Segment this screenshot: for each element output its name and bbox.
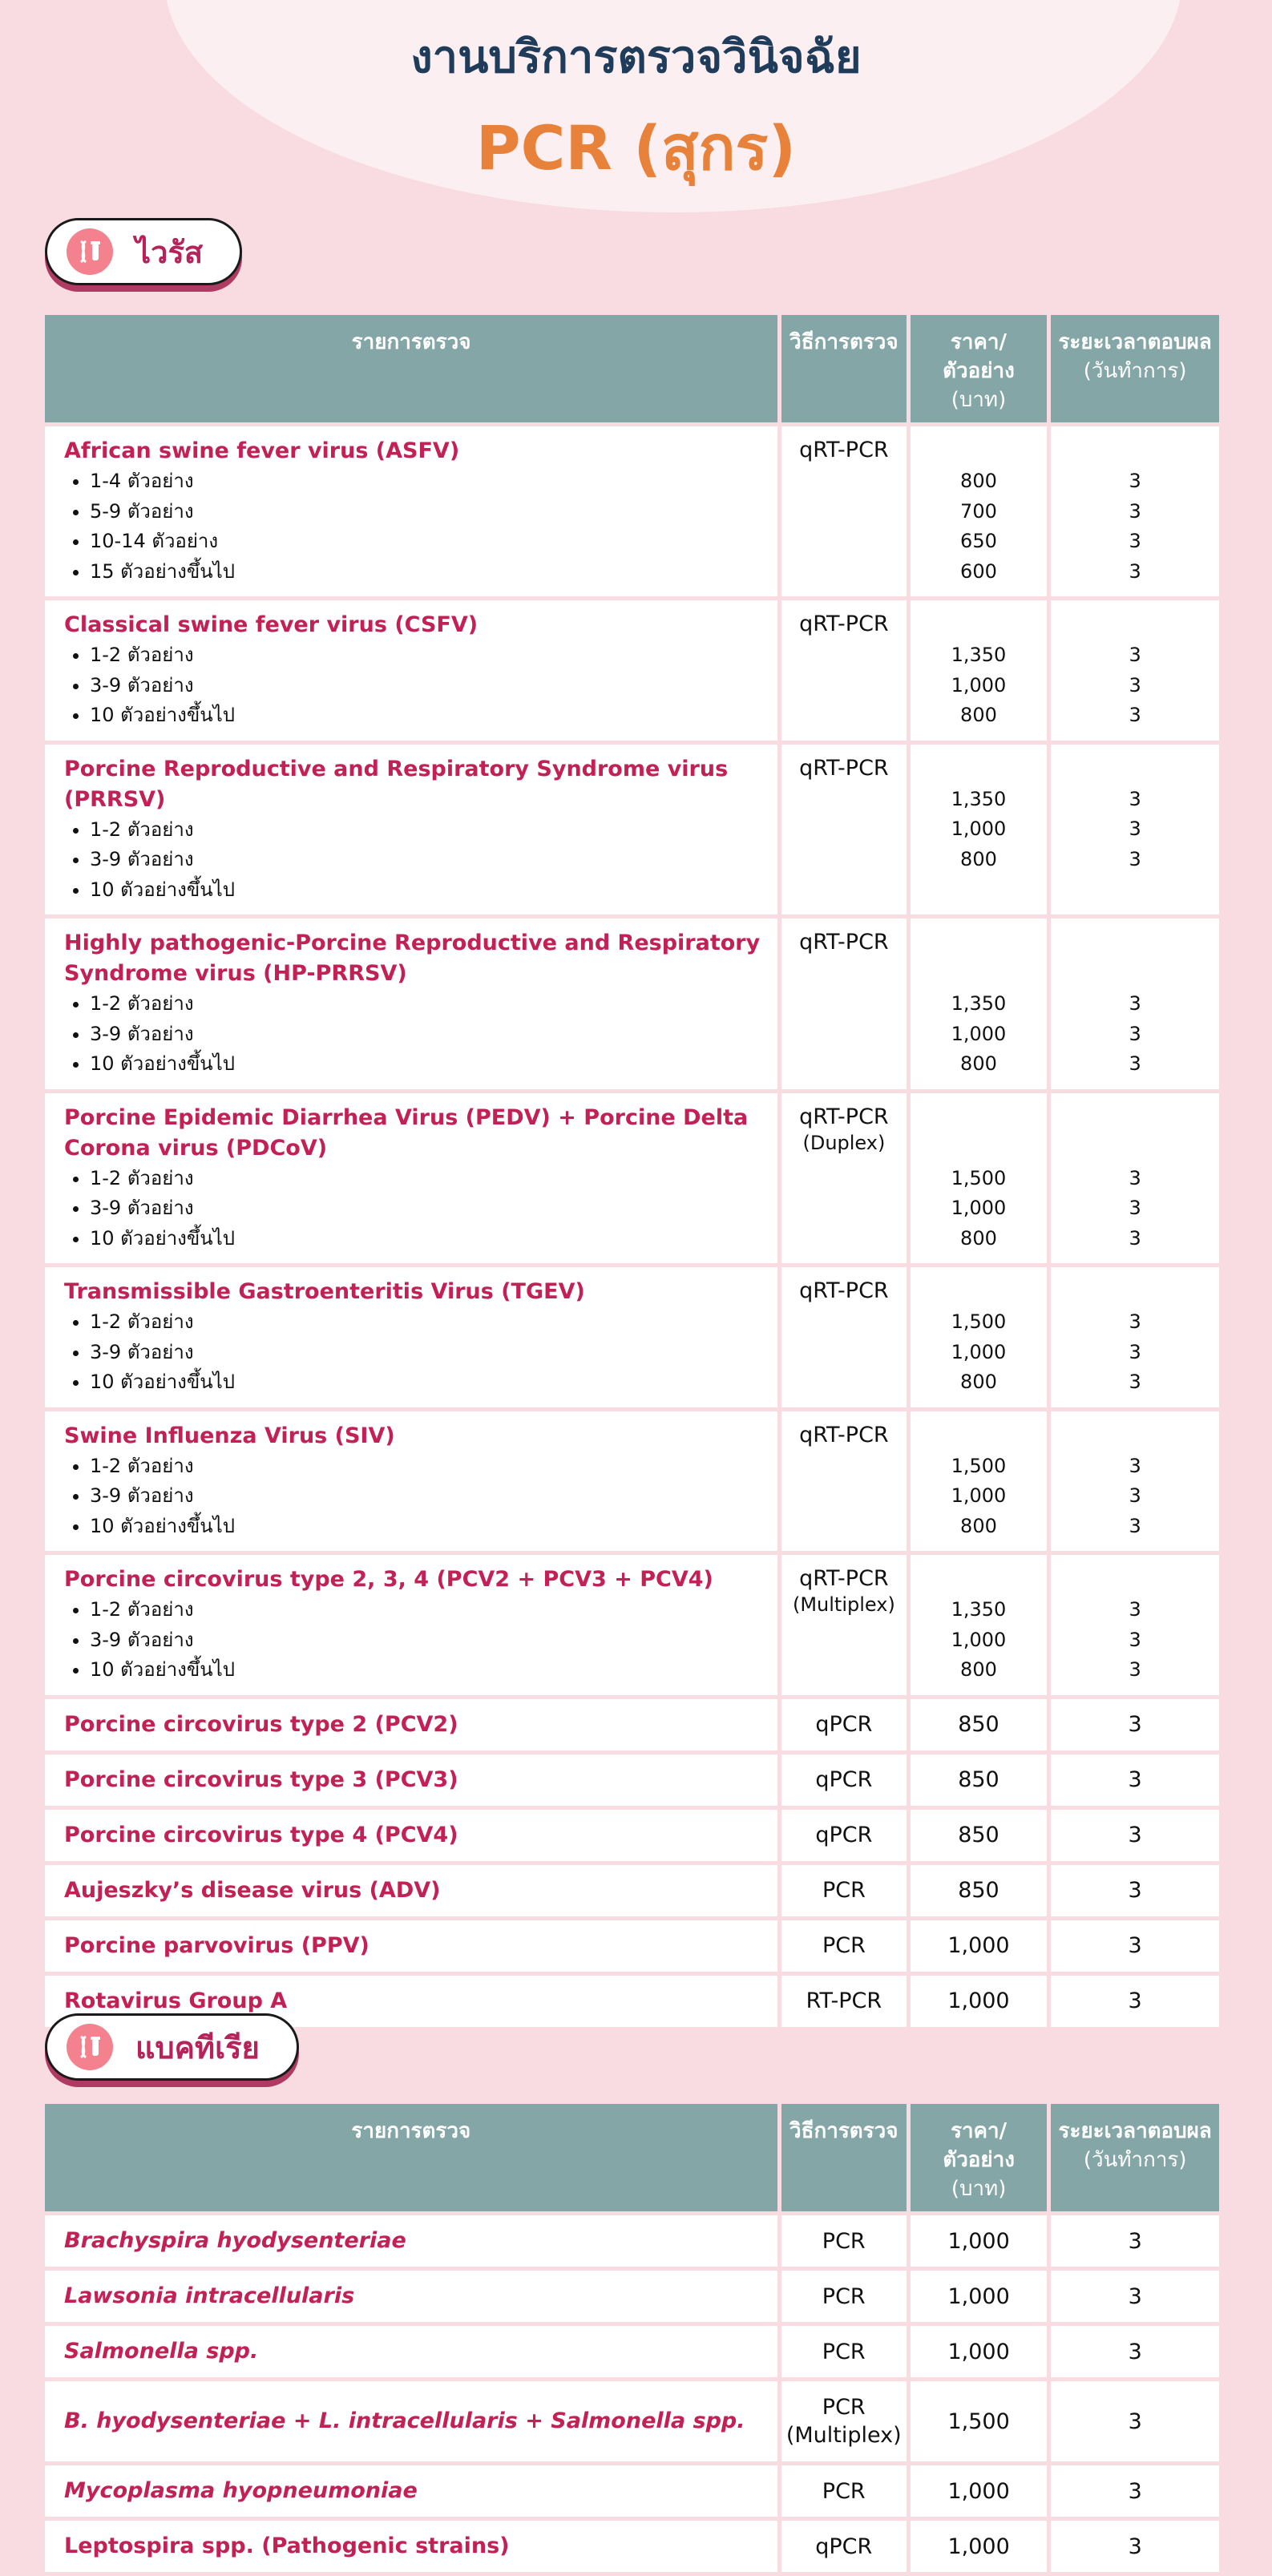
item-name: Porcine circovirus type 3 (PCV3) — [64, 1766, 458, 1792]
item-cell — [45, 1865, 777, 1916]
table-row — [45, 1865, 1219, 1916]
item-name: African swine fever virus (ASFV) — [64, 438, 460, 463]
section-tag-virus — [45, 218, 242, 285]
method-text: qRT-PCR — [799, 930, 889, 955]
method-cell: qPCR — [781, 1699, 907, 1750]
price-cell: 1,000 — [911, 2521, 1047, 2572]
duration-value: 3 — [1129, 559, 1141, 583]
price-cell: 1,000 — [911, 2326, 1047, 2377]
item-name: Transmissible Gastroenteritis Virus (TGEV) — [64, 1279, 585, 1304]
duration-cell — [1051, 919, 1219, 1089]
table-row — [45, 1920, 1219, 1972]
tier-label: • 1-2 ตัวอย่าง — [90, 1164, 761, 1194]
item-name: Classical swine fever virus (CSFV) — [64, 612, 479, 637]
tier-label: • 3-9 ตัวอย่าง — [90, 845, 761, 875]
item-name: Highly pathogenic-Porcine Reproductive and Respiratory Syndrome virus (HP-PRRSV) — [64, 931, 761, 986]
price-value: 700 — [960, 499, 997, 523]
method-text: qRT-PCR — [799, 1422, 889, 1447]
price-value: 1,350 — [951, 787, 1007, 810]
price-cell — [911, 1267, 1048, 1407]
table-row — [45, 919, 1219, 1089]
table-row — [45, 1754, 1219, 1806]
price-cell: 850 — [911, 1810, 1048, 1861]
price-value: 1,000 — [951, 1484, 1007, 1507]
item-cell — [45, 1411, 777, 1552]
table-row — [45, 1093, 1219, 1264]
price-cell: 1,000 — [911, 1920, 1048, 1972]
method-cell — [781, 919, 907, 1089]
duration-cell: 3 — [1051, 2215, 1219, 2267]
method-cell — [781, 1411, 907, 1552]
price-cell — [911, 919, 1048, 1089]
duration-value: 3 — [1129, 1658, 1141, 1681]
method-subtext: (Multiplex) — [785, 2423, 902, 2448]
duration-value: 3 — [1129, 1484, 1141, 1507]
item-cell — [45, 1093, 777, 1264]
duration-cell: 3 — [1051, 1920, 1219, 1972]
item-name: Porcine circovirus type 2 (PCV2) — [64, 1711, 458, 1737]
col-header-method: วิธีการตรวจ — [781, 2104, 907, 2211]
table-header-row — [45, 315, 1219, 422]
table-row — [45, 2215, 1219, 2267]
section-tag-bacteria — [45, 2013, 299, 2081]
duration-value: 3 — [1129, 1371, 1141, 1393]
item-name: Lawsonia intracellularis — [64, 2283, 355, 2308]
item-name: Brachyspira hyodysenteriae — [64, 2228, 406, 2253]
tier-list — [64, 989, 761, 1080]
item-cell — [45, 1920, 777, 1972]
item-name: Porcine circovirus type 4 (PCV4) — [64, 1822, 458, 1847]
table-row — [45, 745, 1219, 915]
table-row — [45, 1555, 1219, 1695]
item-cell — [45, 600, 777, 741]
duration-value: 3 — [1129, 673, 1141, 696]
method-cell — [781, 2381, 907, 2461]
price-cell: 1,000 — [911, 1976, 1048, 2027]
method-cell: qPCR — [781, 1754, 907, 1806]
duration-value: 3 — [1129, 1598, 1141, 1621]
duration-value: 3 — [1129, 1310, 1141, 1333]
table-row — [45, 2381, 1219, 2461]
tier-label: • 10 ตัวอย่างขึ้นไป — [90, 1367, 761, 1398]
price-value: 1,000 — [951, 1628, 1007, 1651]
table-row — [45, 1810, 1219, 1861]
item-cell — [45, 2381, 777, 2461]
method-cell — [781, 2271, 907, 2322]
price-cell: 1,000 — [911, 2271, 1047, 2322]
dna-vial-icon — [67, 2024, 113, 2070]
price-value: 1,000 — [951, 818, 1007, 840]
method-cell — [781, 2521, 907, 2572]
duration-value: 3 — [1129, 847, 1141, 870]
duration-value: 3 — [1129, 704, 1141, 726]
table-row — [45, 1267, 1219, 1407]
tier-label: • 3-9 ตัวอย่าง — [90, 671, 761, 701]
item-cell — [45, 1754, 777, 1806]
price-cell: 850 — [911, 1699, 1048, 1750]
method-text: qRT-PCR — [799, 755, 889, 781]
page-title: งานบริการตรวจวินิจฉัย — [410, 31, 862, 83]
method-cell — [781, 2215, 907, 2267]
tier-list — [64, 466, 761, 587]
duration-cell: 3 — [1051, 1699, 1219, 1750]
duration-cell: 3 — [1051, 1810, 1219, 1861]
tier-label: • 1-2 ตัวอย่าง — [90, 989, 761, 1019]
item-cell — [45, 919, 777, 1089]
duration-value: 3 — [1129, 1340, 1141, 1363]
method-cell — [781, 1555, 907, 1695]
duration-cell: 3 — [1051, 2381, 1219, 2461]
item-cell — [45, 1555, 777, 1695]
tier-label: • 3-9 ตัวอย่าง — [90, 1625, 761, 1656]
method-cell: PCR — [781, 1920, 907, 1972]
duration-cell: 3 — [1051, 1865, 1219, 1916]
tier-label: • 3-9 ตัวอย่าง — [90, 1481, 761, 1512]
price-cell — [911, 1093, 1048, 1264]
price-value: 800 — [960, 1658, 997, 1681]
price-value: 600 — [960, 559, 997, 583]
tier-list — [64, 1307, 761, 1398]
duration-cell — [1051, 1411, 1219, 1552]
item-name: Porcine circovirus type 2, 3, 4 (PCV2 + PCV3 + PCV4) — [64, 1567, 713, 1592]
method-cell — [781, 1267, 907, 1407]
tier-label: • 1-2 ตัวอย่าง — [90, 815, 761, 846]
tier-label: • 10 ตัวอย่างขึ้นไป — [90, 875, 761, 906]
duration-cell — [1051, 426, 1219, 596]
duration-value: 3 — [1129, 1514, 1141, 1537]
method-text: qRT-PCR — [799, 1104, 889, 1129]
item-name: Aujeszky’s disease virus (ADV) — [64, 1877, 441, 1903]
method-text: qRT-PCR — [799, 1278, 889, 1303]
price-value: 1,000 — [951, 1022, 1007, 1045]
item-cell — [45, 745, 777, 915]
price-value: 1,500 — [951, 1310, 1007, 1333]
price-value: 800 — [960, 847, 997, 870]
method-text: qRT-PCR — [799, 438, 889, 462]
item-cell — [45, 426, 777, 596]
item-name: Salmonella spp. — [64, 2339, 259, 2364]
duration-value: 3 — [1129, 644, 1141, 666]
tier-label: • 3-9 ตัวอย่าง — [90, 1338, 761, 1368]
price-value: 800 — [960, 1052, 997, 1075]
col-header-price: ราคา/ตัวอย่าง (บาท) — [911, 315, 1048, 422]
price-cell — [911, 1411, 1048, 1552]
method-text: PCR — [822, 2339, 866, 2364]
duration-cell — [1051, 1093, 1219, 1264]
item-name: Porcine Reproductive and Respiratory Syndrome virus (PRRSV) — [64, 756, 729, 812]
col-header-duration: ระยะเวลาตอบผล (วันทำการ) — [1051, 2104, 1219, 2211]
item-cell — [45, 2271, 777, 2322]
price-value: 800 — [960, 470, 997, 492]
item-name: Mycoplasma hyopneumoniae — [64, 2478, 418, 2503]
section-label: แบคทีเรีย — [135, 2029, 260, 2065]
tier-list — [64, 1164, 761, 1254]
duration-value: 3 — [1129, 499, 1141, 523]
duration-value: 3 — [1129, 992, 1141, 1015]
tier-label: • 10-14 ตัวอย่าง — [90, 527, 761, 557]
duration-value: 3 — [1129, 787, 1141, 810]
tier-label: • 5-9 ตัวอย่าง — [90, 497, 761, 527]
price-cell — [911, 600, 1048, 741]
tier-label: • 10 ตัวอย่างขึ้นไป — [90, 1049, 761, 1080]
method-subtext: (Multiplex) — [792, 1593, 895, 1616]
duration-cell: 3 — [1051, 2326, 1219, 2377]
method-text: PCR — [822, 2228, 866, 2254]
duration-cell: 3 — [1051, 2271, 1219, 2322]
duration-value: 3 — [1129, 1628, 1141, 1651]
table-row — [45, 2326, 1219, 2377]
tier-label: • 1-2 ตัวอย่าง — [90, 1595, 761, 1625]
duration-value: 3 — [1129, 1197, 1141, 1219]
duration-cell: 3 — [1051, 1976, 1219, 2027]
duration-value: 3 — [1129, 470, 1141, 492]
item-cell — [45, 1810, 777, 1861]
duration-cell — [1051, 1555, 1219, 1695]
price-value: 1,500 — [951, 1454, 1007, 1477]
price-value: 650 — [960, 530, 997, 552]
method-text: PCR — [822, 2283, 866, 2309]
price-cell: 1,000 — [911, 2215, 1047, 2267]
method-cell — [781, 600, 907, 741]
col-header-item: รายการตรวจ — [45, 2104, 777, 2211]
table-row — [45, 2465, 1219, 2517]
item-name: Leptospira spp. (Pathogenic strains) — [64, 2534, 510, 2558]
item-cell — [45, 2326, 777, 2377]
table-row — [45, 2271, 1219, 2322]
method-cell — [781, 2326, 907, 2377]
price-value: 800 — [960, 1514, 997, 1537]
tier-label: • 10 ตัวอย่างขึ้นไป — [90, 1655, 761, 1686]
duration-value: 3 — [1129, 530, 1141, 552]
item-cell — [45, 1267, 777, 1407]
duration-cell: 3 — [1051, 2521, 1219, 2572]
price-value: 800 — [960, 1371, 997, 1393]
tier-label: • 3-9 ตัวอย่าง — [90, 1019, 761, 1050]
item-name: Porcine parvovirus (PPV) — [64, 1932, 369, 1958]
page-subtitle: PCR (สุกร) — [475, 112, 797, 184]
price-value: 1,500 — [951, 1166, 1007, 1189]
method-subtext: (Duplex) — [802, 1131, 886, 1154]
tier-list — [64, 640, 761, 731]
table-row — [45, 600, 1219, 741]
method-text: qRT-PCR — [799, 612, 889, 636]
duration-cell — [1051, 600, 1219, 741]
table-row — [45, 2521, 1219, 2572]
duration-cell — [1051, 745, 1219, 915]
price-value: 1,000 — [951, 1197, 1007, 1219]
tier-label: • 1-4 ตัวอย่าง — [90, 466, 761, 497]
method-text: PCR — [822, 2478, 866, 2504]
method-cell — [781, 2465, 907, 2517]
duration-value: 3 — [1129, 818, 1141, 840]
method-cell — [781, 745, 907, 915]
table-row — [45, 1411, 1219, 1552]
price-value: 1,350 — [951, 644, 1007, 666]
col-header-item: รายการตรวจ — [45, 315, 777, 422]
method-cell: RT-PCR — [781, 1976, 907, 2027]
table-row — [45, 1699, 1219, 1750]
price-value: 1,000 — [951, 673, 1007, 696]
duration-value: 3 — [1129, 1454, 1141, 1477]
tier-label: • 15 ตัวอย่างขึ้นไป — [90, 557, 761, 587]
tier-label: • 10 ตัวอย่างขึ้นไป — [90, 1224, 761, 1254]
method-cell — [781, 1093, 907, 1264]
item-name: Porcine Epidemic Diarrhea Virus (PEDV) + Porcine Delta Corona virus (PDCoV) — [64, 1104, 749, 1161]
price-cell — [911, 745, 1048, 915]
table-row — [45, 426, 1219, 596]
col-header-method: วิธีการตรวจ — [781, 315, 907, 422]
tier-list — [64, 1595, 761, 1686]
price-cell — [911, 1555, 1048, 1695]
item-cell — [45, 2215, 777, 2267]
col-header-duration: ระยะเวลาตอบผล (วันทำการ) — [1051, 315, 1219, 422]
tier-list — [64, 1452, 761, 1542]
method-cell: PCR — [781, 1865, 907, 1916]
col-header-price: ราคา/ตัวอย่าง (บาท) — [911, 2104, 1047, 2211]
bacteria-table — [41, 2100, 1223, 2576]
tier-label: • 3-9 ตัวอย่าง — [90, 1193, 761, 1224]
duration-cell: 3 — [1051, 1754, 1219, 1806]
tier-label: • 1-2 ตัวอย่าง — [90, 1452, 761, 1482]
duration-cell — [1051, 1267, 1219, 1407]
price-cell: 1,500 — [911, 2381, 1047, 2461]
tier-list — [64, 815, 761, 906]
tier-label: • 10 ตัวอย่างขึ้นไป — [90, 701, 761, 731]
price-value: 800 — [960, 704, 997, 726]
price-cell: 850 — [911, 1754, 1048, 1806]
method-text: PCR — [822, 2395, 866, 2420]
item-cell — [45, 1699, 777, 1750]
method-cell — [781, 426, 907, 596]
item-cell — [45, 2521, 777, 2572]
duration-value: 3 — [1129, 1022, 1141, 1045]
table-header-row — [45, 2104, 1219, 2211]
price-cell — [911, 426, 1048, 596]
price-cell: 1,000 — [911, 2465, 1047, 2517]
dna-vial-icon — [67, 228, 113, 275]
item-name: B. hyodysenteriae + L. intracellularis + Salmonella spp. — [64, 2408, 745, 2433]
section-label: ไวรัส — [135, 234, 204, 270]
price-value: 1,000 — [951, 1340, 1007, 1363]
item-cell — [45, 2465, 777, 2517]
duration-value: 3 — [1129, 1166, 1141, 1189]
item-name: Swine Influenza Virus (SIV) — [64, 1423, 395, 1448]
price-value: 800 — [960, 1226, 997, 1250]
tier-label: • 1-2 ตัวอย่าง — [90, 640, 761, 671]
tier-label: • 1-2 ตัวอย่าง — [90, 1307, 761, 1338]
duration-value: 3 — [1129, 1052, 1141, 1075]
method-text: qRT-PCR — [799, 1566, 889, 1591]
price-cell: 850 — [911, 1865, 1048, 1916]
method-cell: qPCR — [781, 1810, 907, 1861]
item-name: Rotavirus Group A — [64, 1988, 288, 2013]
price-value: 1,350 — [951, 1598, 1007, 1621]
duration-cell: 3 — [1051, 2465, 1219, 2517]
price-value: 1,350 — [951, 992, 1007, 1015]
method-text: qPCR — [815, 2534, 873, 2559]
duration-value: 3 — [1129, 1226, 1141, 1250]
tier-label: • 10 ตัวอย่างขึ้นไป — [90, 1512, 761, 1542]
virus-table — [41, 311, 1223, 2031]
